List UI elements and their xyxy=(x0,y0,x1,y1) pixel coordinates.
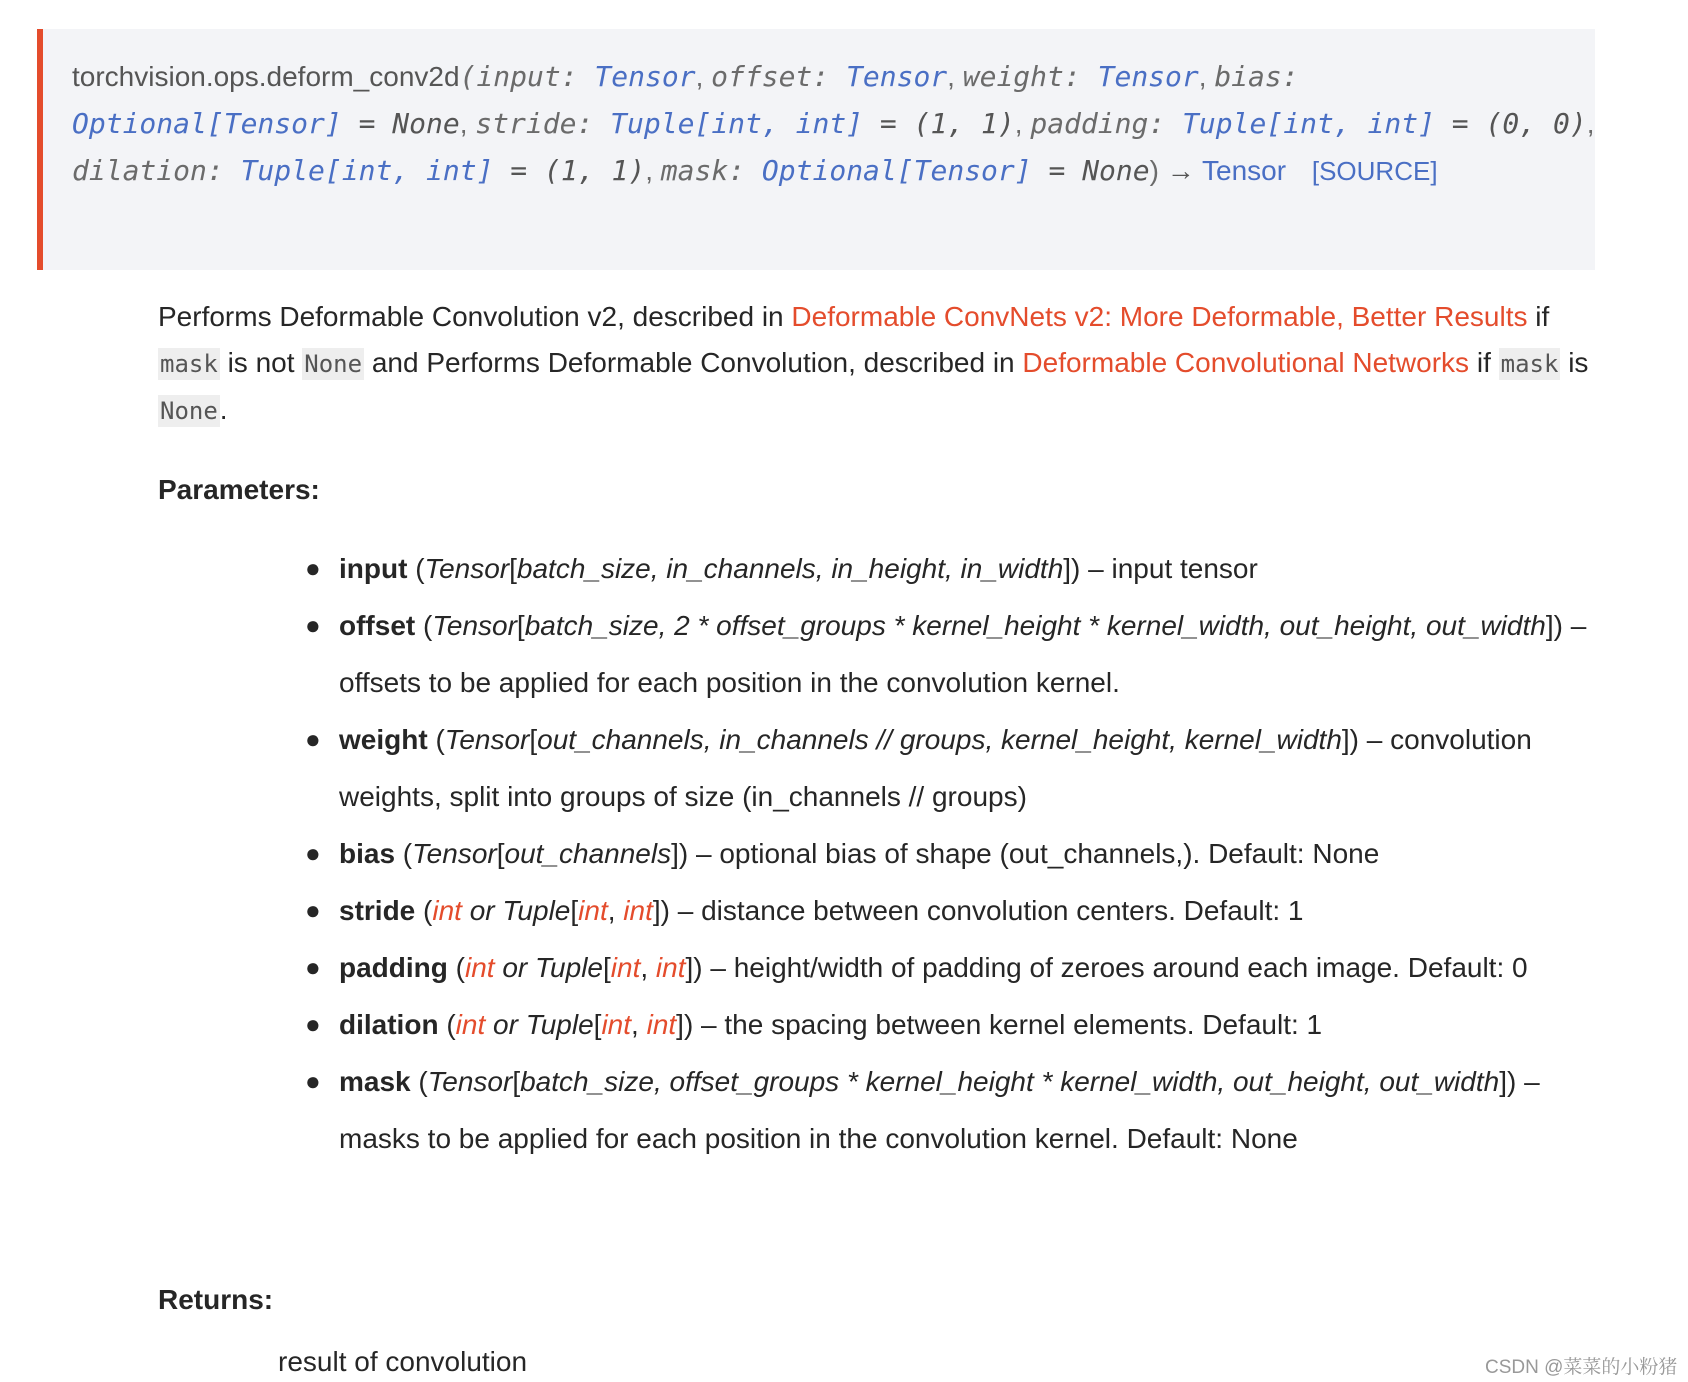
param-default-padding: (0, 0) xyxy=(1485,107,1587,140)
param-default-bias: None xyxy=(392,107,460,140)
param-item-stride: ● stride (int or Tuple[int, int]) – distance between convolution centers. Default: 1 xyxy=(305,882,1605,939)
signature-line-2: Optional[Tensor] = None, stride: Tuple[int, int] = (1, 1), padding: Tuple[int, int] = (0, 0), xyxy=(72,107,1595,140)
param-type-offset[interactable]: Tensor xyxy=(846,60,948,93)
param-doc-desc: height/width of padding of zeroes around each image. Default: 0 xyxy=(733,952,1528,983)
param-doc-type: Tensor xyxy=(424,553,510,584)
param-doc-type: Tensor xyxy=(427,1066,513,1097)
param-type-stride[interactable]: Tuple[int, int] xyxy=(610,107,864,140)
param-item-padding: ● padding (int or Tuple[int, int]) – height/width of padding of zeroes around each image. Default: 0 xyxy=(305,939,1605,996)
type-link-int[interactable]: int xyxy=(610,952,641,983)
function-name: torchvision.ops.deform_conv2d xyxy=(72,61,460,92)
param-name-offset: offset xyxy=(711,60,813,93)
type-link-int[interactable]: int xyxy=(601,1009,632,1040)
param-doc-name: weight xyxy=(339,724,428,755)
bullet-icon: ● xyxy=(305,553,321,583)
param-type-dilation[interactable]: Tuple[int, int] xyxy=(240,154,494,187)
param-doc-type: Tuple xyxy=(502,895,571,926)
param-doc-type: Tensor xyxy=(412,838,497,869)
param-doc-name: bias xyxy=(339,838,396,869)
type-or: or xyxy=(494,952,536,983)
return-type-link[interactable]: Tensor xyxy=(1202,155,1287,186)
code-mask: mask xyxy=(1500,350,1559,378)
bullet-icon: ● xyxy=(305,1066,321,1096)
bullet-icon: ● xyxy=(305,724,321,754)
link-deformable-convolutional-networks[interactable]: Deformable Convolutional Networks xyxy=(1022,347,1470,378)
param-item-dilation: ● dilation (int or Tuple[int, int]) – the spacing between kernel elements. Default: 1 xyxy=(305,996,1605,1053)
bullet-icon: ● xyxy=(305,838,321,868)
param-type-mask[interactable]: Optional[Tensor] xyxy=(761,154,1032,187)
desc-text: and Performs Deformable Convolution, described in xyxy=(364,347,1023,378)
desc-text: Performs Deformable Convolution v2, described in xyxy=(158,301,792,332)
param-doc-name: padding xyxy=(339,952,448,983)
param-type-padding[interactable]: Tuple[int, int] xyxy=(1182,107,1435,140)
param-name-mask: mask xyxy=(660,154,729,187)
param-doc-name: dilation xyxy=(339,1009,439,1040)
type-or: or xyxy=(485,1009,526,1040)
param-doc-name: offset xyxy=(339,610,416,641)
returns-text: result of convolution xyxy=(278,1346,528,1377)
signature-line-3: dilation: Tuple[int, int] = (1, 1), mask: Optional[Tensor] = None) → Tensor [SOURCE] xyxy=(72,154,1438,187)
returns-heading: Returns: xyxy=(158,1284,274,1315)
type-link-int[interactable]: int xyxy=(655,952,686,983)
param-default-dilation: (1, 1) xyxy=(544,154,646,187)
param-doc-name: stride xyxy=(339,895,416,926)
type-link-int[interactable]: int xyxy=(623,895,653,926)
type-link-int[interactable]: int xyxy=(464,952,495,983)
signature-line-1: torchvision.ops.deform_conv2d(input: Tensor, offset: Tensor, weight: Tensor, bias: xyxy=(72,60,1299,93)
param-doc-desc: the spacing between kernel elements. Default: 1 xyxy=(724,1009,1323,1040)
param-default-stride: (1, 1) xyxy=(913,107,1015,140)
code-mask: mask xyxy=(160,350,218,378)
description xyxy=(158,294,1598,434)
desc-text: is xyxy=(1560,347,1589,378)
param-doc-type-args: out_channels xyxy=(504,838,672,869)
type-link-int[interactable]: int xyxy=(455,1009,486,1040)
param-name-padding: padding xyxy=(1030,107,1149,140)
function-signature xyxy=(37,29,1595,270)
param-type-input[interactable]: Tensor xyxy=(594,60,696,93)
type-link-int[interactable]: int xyxy=(646,1009,677,1040)
watermark: CSDN @菜菜的小粉猪 xyxy=(1485,1357,1678,1378)
bullet-icon: ● xyxy=(305,1009,321,1039)
param-doc-type: Tuple xyxy=(525,1009,594,1040)
param-doc-desc: distance between convolution centers. Default: 1 xyxy=(701,895,1304,926)
param-item-mask: ● mask (Tensor[batch_size, offset_groups * kernel_height * kernel_width, out_height, out_width]) – masks to be applied for each position in the convolution kernel. Default: None xyxy=(305,1053,1605,1167)
parameters-list xyxy=(305,540,1605,1167)
type-link-int[interactable]: int xyxy=(578,895,608,926)
param-doc-type-args: batch_size, offset_groups * kernel_height * kernel_width, out_height, out_width xyxy=(520,1066,1500,1097)
type-link-int[interactable]: int xyxy=(432,895,462,926)
param-doc-name: input xyxy=(339,553,408,584)
bullet-icon: ● xyxy=(305,895,321,925)
return-arrow: → xyxy=(1166,155,1195,186)
param-name-stride: stride xyxy=(475,107,577,140)
parameters-heading: Parameters: xyxy=(158,474,320,505)
param-item-weight: ● weight (Tensor[out_channels, in_channels // groups, kernel_height, kernel_width]) – convolution weights, split into groups of size (in_channels // groups) xyxy=(305,711,1605,825)
code-none: None xyxy=(304,350,363,378)
param-doc-type: Tuple xyxy=(535,952,603,983)
param-item-bias: ● bias (Tensor[out_channels]) – optional bias of shape (out_channels,). Default: None xyxy=(305,825,1605,882)
param-doc-desc: masks to be applied for each position in the convolution kernel. Default: None xyxy=(339,1123,1298,1154)
source-link[interactable]: [SOURCE] xyxy=(1311,156,1438,186)
param-doc-type: Tensor xyxy=(444,724,530,755)
param-default-mask: None xyxy=(1082,154,1150,187)
param-doc-name: mask xyxy=(339,1066,411,1097)
desc-text: . xyxy=(219,394,228,425)
param-item-offset: ● offset (Tensor[batch_size, 2 * offset_groups * kernel_height * kernel_width, out_height, out_width]) – offsets to be applied for each position in the convolution kernel. xyxy=(305,597,1605,711)
param-doc-type-args: batch_size, in_channels, in_height, in_width xyxy=(516,553,1064,584)
param-name-dilation: dilation xyxy=(72,154,207,187)
param-doc-desc: input tensor xyxy=(1111,553,1258,584)
param-type-bias[interactable]: Optional[Tensor] xyxy=(72,107,342,140)
param-doc-type-args: out_channels, in_channels // groups, kernel_height, kernel_width xyxy=(537,724,1342,755)
desc-text: if xyxy=(1527,301,1550,332)
param-item-input: ● input (Tensor[batch_size, in_channels, in_height, in_width]) – input tensor xyxy=(305,540,1605,597)
bullet-icon: ● xyxy=(305,952,321,982)
param-doc-desc: optional bias of shape (out_channels,). Default: None xyxy=(719,838,1380,869)
desc-text: is not xyxy=(219,347,303,378)
param-doc-type-args: batch_size, 2 * offset_groups * kernel_height * kernel_width, out_height, out_width xyxy=(524,610,1546,641)
param-doc-desc: convolution weights, split into groups of size (in_channels // groups) xyxy=(339,724,1532,812)
param-name-bias: bias xyxy=(1214,60,1282,93)
param-name-input: input xyxy=(476,60,561,93)
desc-text: if xyxy=(1469,347,1499,378)
param-doc-type: Tensor xyxy=(432,610,517,641)
param-type-weight[interactable]: Tensor xyxy=(1097,60,1199,93)
type-or: or xyxy=(461,895,503,926)
link-deformable-convnets-v2[interactable]: Deformable ConvNets v2: More Deformable, Better Results xyxy=(791,301,1528,332)
code-none: None xyxy=(160,397,218,425)
bullet-icon: ● xyxy=(305,610,321,640)
param-doc-desc: offsets to be applied for each position in the convolution kernel. xyxy=(339,667,1120,698)
param-name-weight: weight xyxy=(962,60,1064,93)
